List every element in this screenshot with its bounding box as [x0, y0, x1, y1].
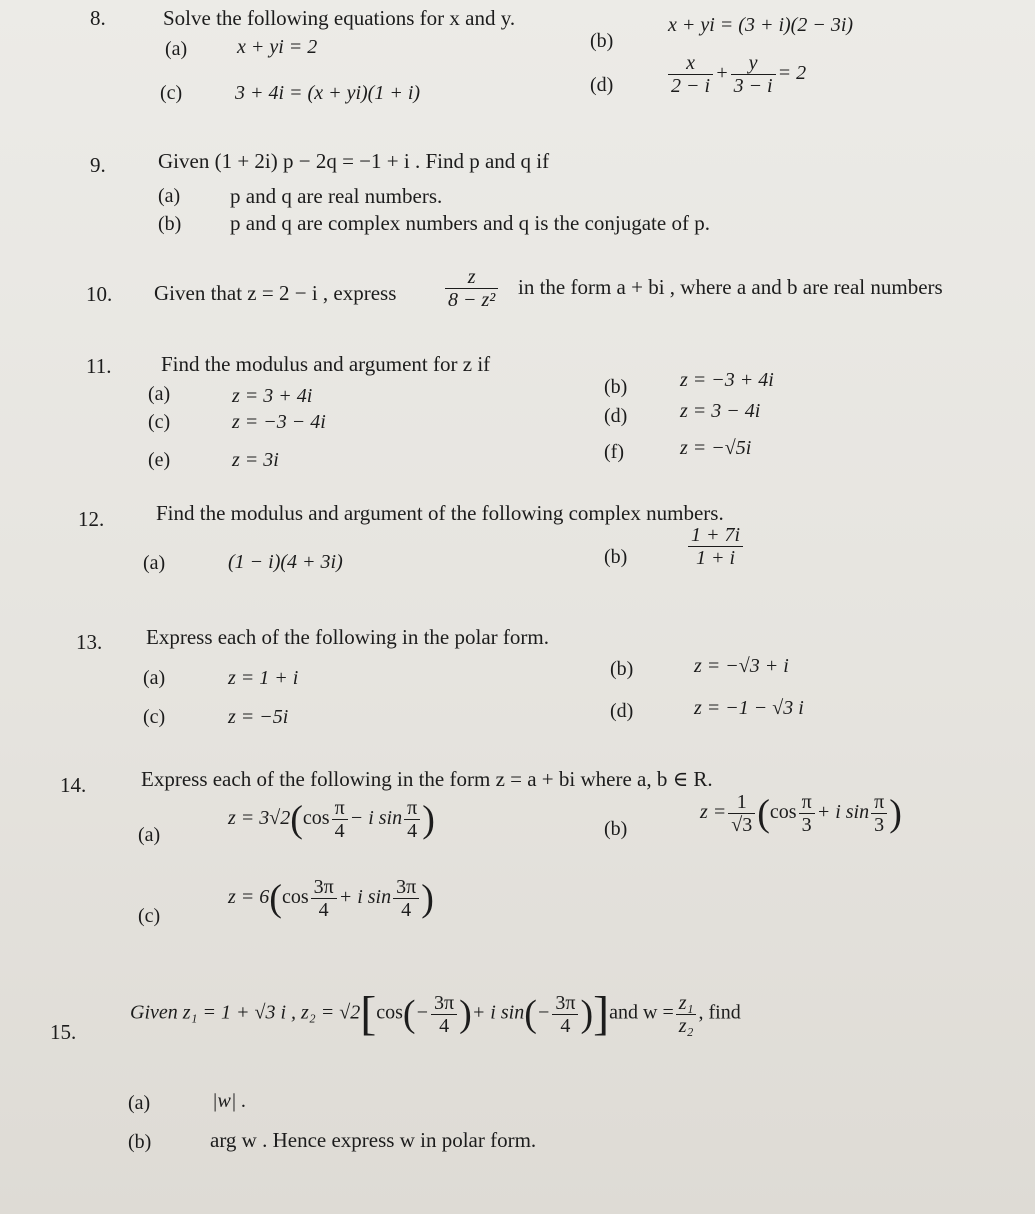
q14-b-expr — [700, 791, 902, 836]
question-13-stem: Express each of the following in the polar form. — [146, 625, 549, 649]
q15-frac2 — [552, 992, 578, 1037]
q10-pre: Given that z = 2 − i , express — [154, 281, 397, 305]
q14-c-coef: z = 6 — [228, 886, 270, 909]
q12-b-expr — [686, 524, 745, 569]
q15-w-frac-den: z₂ — [678, 1014, 694, 1037]
q9-b-label: (b) — [158, 213, 182, 235]
q14-c-label: (c) — [138, 905, 161, 927]
q14-c-rparen: ) — [421, 877, 434, 920]
question-10-number: 10. — [86, 282, 113, 306]
q14-b-frac2 — [871, 791, 887, 836]
q9-b-text: p and q are complex numbers and q is the conjugate of p. — [230, 211, 710, 235]
q14-c-mid: + i sin — [338, 886, 392, 909]
q14-a-frac1-den: 4 — [334, 820, 345, 842]
q14-a-frac2-num: π — [404, 797, 420, 820]
q15-neg1: − — [415, 1001, 430, 1024]
q12-b-frac-den: 1 + i — [696, 547, 736, 569]
q8-d-frac2-den: 3 − i — [733, 75, 773, 97]
q15-lparen2: ( — [524, 993, 537, 1035]
q14-a-mid: − i sin — [349, 807, 403, 830]
q12-b-frac-num: 1 + 7i — [688, 524, 743, 547]
q11-e-expr: z = 3i — [232, 449, 279, 471]
q8-a-expr: x + yi = 2 — [237, 36, 318, 58]
q14-b-label: (b) — [604, 818, 628, 840]
q11-a-expr: z = 3 + 4i — [232, 385, 313, 407]
q11-c-expr: z = −3 − 4i — [232, 411, 326, 433]
q8-d-frac2-num: y — [731, 52, 776, 75]
q9-a-text: p and q are real numbers. — [230, 184, 443, 208]
question-15-number: 15. — [50, 1020, 77, 1044]
q8-d-frac2 — [731, 52, 776, 97]
q14-b-coef-num: 1 — [728, 791, 755, 814]
q13-b-label: (b) — [610, 658, 634, 680]
q13-c-label: (c) — [143, 706, 166, 728]
q11-a-label: (a) — [148, 383, 171, 405]
q14-a-frac2 — [404, 797, 420, 842]
q14-b-pre: z = — [700, 801, 727, 824]
q15-a-label: (a) — [128, 1092, 151, 1114]
q14-b-coef-den: √3 — [731, 814, 753, 836]
q8-d-label: (d) — [590, 74, 614, 96]
q15-frac1-den: 4 — [439, 1014, 450, 1037]
question-14-number: 14. — [60, 773, 87, 797]
q14-b-lparen: ( — [757, 792, 770, 835]
q14-b-mid: + i sin — [816, 801, 870, 824]
q12-a-label: (a) — [143, 552, 166, 574]
question-14-stem: Express each of the following in the form z = a + bi where a, b ∈ R. — [141, 767, 713, 791]
q10-frac-num: z — [445, 266, 498, 289]
q11-f-label: (f) — [604, 441, 624, 463]
q14-b-cos: cos — [769, 801, 797, 824]
q12-b-label: (b) — [604, 546, 628, 568]
q15-b-label: (b) — [128, 1131, 152, 1153]
q15-find: , find — [698, 1001, 741, 1024]
q14-b-frac1 — [799, 791, 815, 836]
q8-d-frac1-num: x — [668, 52, 713, 75]
q15-pre: Given z₁ = 1 + √3 i , z₂ = √2 — [130, 1001, 361, 1024]
q15-w-frac-num: z₁ — [676, 992, 697, 1015]
question-8-number: 8. — [90, 6, 106, 30]
q8-d-frac1-den: 2 − i — [671, 75, 711, 97]
q14-b-frac2-den: 3 — [874, 814, 885, 836]
q14-c-frac2-den: 4 — [401, 899, 412, 921]
q11-f-expr: z = −√5i — [680, 437, 752, 459]
q15-frac2-den: 4 — [560, 1014, 571, 1037]
q10-frac-den: 8 − z² — [448, 289, 496, 311]
q14-c-frac2-num: 3π — [393, 876, 419, 899]
q13-a-label: (a) — [143, 667, 166, 689]
q14-c-expr — [228, 876, 434, 921]
q11-c-label: (c) — [148, 411, 171, 433]
question-12-stem: Find the modulus and argument of the following complex numbers. — [156, 501, 724, 525]
q13-d-label: (d) — [610, 700, 634, 722]
q15-mid: + i sin — [471, 1001, 525, 1024]
q14-c-frac1 — [311, 876, 337, 921]
q14-c-cos: cos — [281, 886, 309, 909]
q15-lbracket: [ — [360, 987, 377, 1040]
q14-c-frac1-num: 3π — [311, 876, 337, 899]
q14-a-frac1 — [332, 797, 348, 842]
question-11-stem: Find the modulus and argument for z if — [161, 352, 491, 376]
q14-a-rparen: ) — [422, 798, 435, 841]
q14-a-frac1-num: π — [332, 797, 348, 820]
question-8-stem: Solve the following equations for x and y. — [163, 6, 516, 30]
q15-and: and w = — [609, 1001, 674, 1024]
question-9-stem: Given (1 + 2i) p − 2q = −1 + i . Find p and q if — [158, 149, 550, 173]
q15-stem — [130, 987, 741, 1040]
q14-a-label: (a) — [138, 824, 161, 846]
q10-post: in the form a + bi , where a and b are real numbers — [518, 275, 943, 299]
q8-d-eq: = 2 — [777, 62, 807, 85]
q15-b-text: arg w . Hence express w in polar form. — [210, 1128, 537, 1152]
q14-a-frac2-den: 4 — [407, 820, 418, 842]
q15-frac1-num: 3π — [431, 992, 457, 1015]
q14-b-frac1-num: π — [799, 791, 815, 814]
q15-frac2-num: 3π — [552, 992, 578, 1015]
q14-a-lparen: ( — [290, 798, 303, 841]
q15-w-frac — [676, 992, 697, 1037]
q11-b-label: (b) — [604, 376, 628, 398]
q14-c-frac1-den: 4 — [318, 899, 329, 921]
question-9-number: 9. — [90, 153, 106, 177]
q11-b-expr: z = −3 + 4i — [680, 369, 774, 391]
q15-rparen1: ) — [459, 993, 472, 1035]
q8-c-label: (c) — [160, 82, 183, 104]
q14-b-frac1-den: 3 — [801, 814, 812, 836]
q13-d-expr: z = −1 − √3 i — [694, 697, 804, 719]
q11-e-label: (e) — [148, 449, 171, 471]
question-12-number: 12. — [78, 507, 105, 531]
q14-b-coef — [728, 791, 755, 836]
q14-b-frac2-num: π — [871, 791, 887, 814]
q8-b-label: (b) — [590, 30, 614, 52]
q15-neg2: − — [536, 1001, 551, 1024]
q12-b-frac — [688, 524, 743, 569]
q14-c-frac2 — [393, 876, 419, 921]
q8-b-expr: x + yi = (3 + i)(2 − 3i) — [668, 14, 854, 36]
q10-fraction — [443, 266, 500, 311]
q14-a-coef: z = 3√2 — [228, 807, 291, 830]
q15-a-expr: |w| . — [212, 1090, 247, 1112]
q14-a-expr — [228, 797, 435, 842]
q8-d-frac1 — [668, 52, 713, 97]
q8-d-expr — [666, 52, 806, 97]
q15-rparen2: ) — [580, 993, 594, 1035]
q15-cos: cos — [376, 1001, 403, 1024]
q13-b-expr: z = −√3 + i — [694, 655, 789, 677]
q15-rbracket: ] — [593, 987, 610, 1040]
q13-a-expr: z = 1 + i — [228, 667, 299, 689]
question-13-number: 13. — [76, 630, 103, 654]
q14-b-rparen: ) — [889, 792, 902, 835]
q9-a-label: (a) — [158, 185, 181, 207]
q12-a-expr: (1 − i)(4 + 3i) — [228, 551, 343, 573]
q10-frac — [445, 266, 498, 311]
q15-lparen1: ( — [402, 993, 416, 1035]
q11-d-label: (d) — [604, 405, 628, 427]
question-11-number: 11. — [86, 354, 112, 378]
q11-d-expr: z = 3 − 4i — [680, 400, 761, 422]
q14-a-cos: cos — [302, 807, 330, 830]
q8-c-expr: 3 + 4i = (x + yi)(1 + i) — [235, 82, 421, 104]
q8-a-label: (a) — [165, 38, 188, 60]
q13-c-expr: z = −5i — [228, 706, 289, 728]
q8-d-plus: + — [715, 62, 729, 85]
q14-c-lparen: ( — [269, 877, 282, 920]
q15-frac1 — [431, 992, 457, 1037]
